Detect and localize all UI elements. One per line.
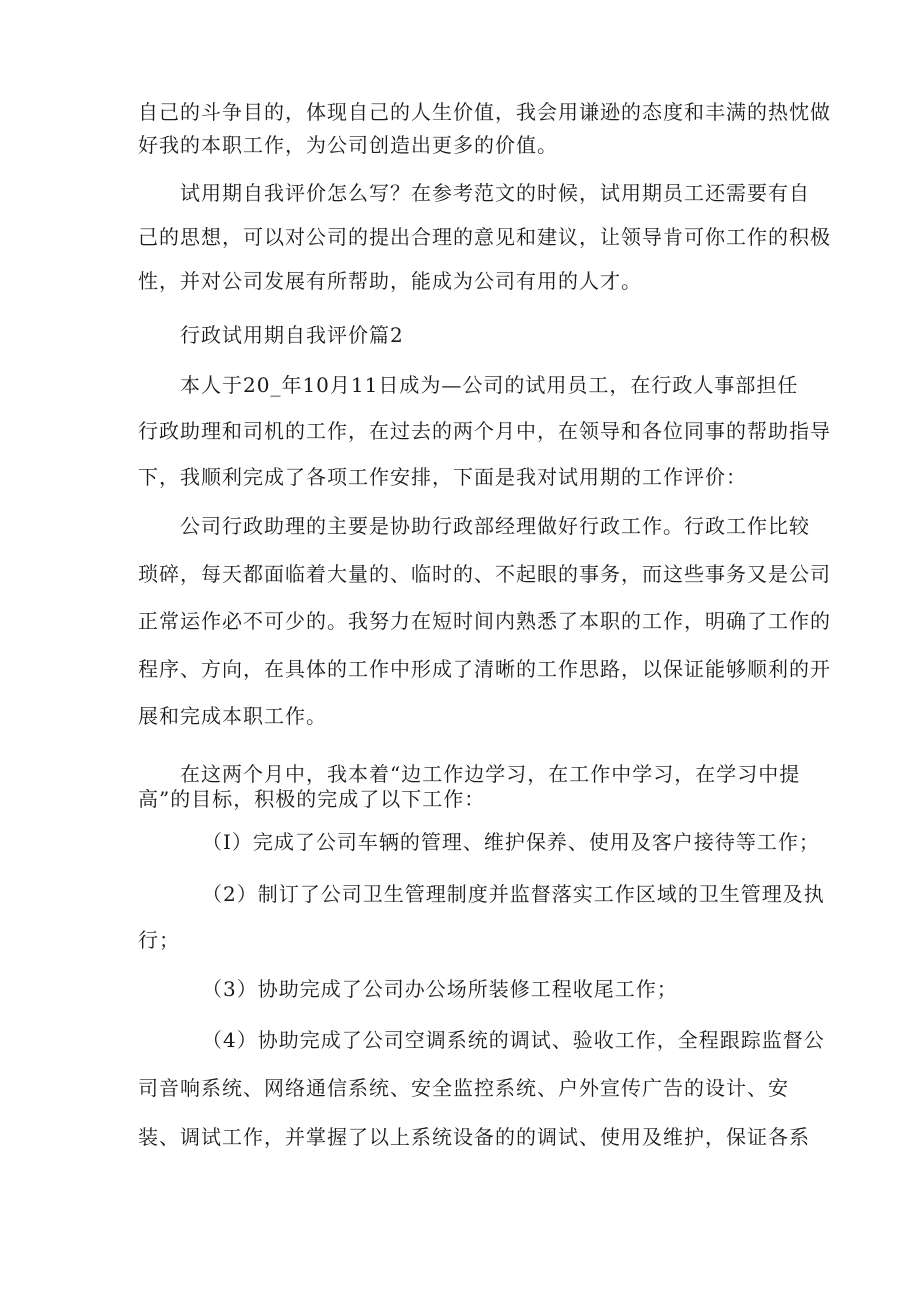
text-line: 性，并对公司发展有所帮助，能成为公司有用的人才。 [138,269,642,293]
text-line: 装、调试工作，并掌握了以上系统设备的的调试、使用及维护，保证各系 [138,1125,810,1149]
text-line: 行； [138,928,180,952]
text-line: 本人于20_年10月11日成为—公司的试用员工，在行政人事部担任 [180,373,799,397]
text-line: 司音响系统、网络通信系统、安全监控系统、户外宣传广告的设计、安 [138,1076,789,1100]
text-line: 琐碎，每天都面临着大量的、临时的、不起眼的事务，而这些事务又是公司 [138,562,831,586]
section-heading: 行政试用期自我评价篇2 [180,323,404,347]
list-item: （I）完成了公司车辆的管理、维护保养、使用及客户接待等工作； [202,830,820,854]
list-item: （3）协助完成了公司办公场所装修工程收尾工作； [202,977,678,1001]
text-line: 好我的本职工作，为公司创造出更多的价值。 [138,133,558,157]
text-line: 下，我顺利完成了各项工作安排，下面是我对试用期的工作评价： [138,465,747,489]
text-line: 展和完成本职工作。 [138,704,327,728]
text-line: 行政助理和司机的工作，在过去的两个月中，在领导和各位同事的帮助指导 [138,419,831,443]
text-line: 己的思想，可以对公司的提出合理的意见和建议，让领导肯可你工作的积极 [138,225,831,249]
text-line: 试用期自我评价怎么写？在参考范文的时候，试用期员工还需要有自 [180,181,810,205]
list-item: （2）制订了公司卫生管理制度并监督落实工作区域的卫生管理及执 [202,882,825,906]
text-line: 在这两个月中，我本着“边工作边学习，在工作中学习，在学习中提 [180,762,801,786]
text-line: 自己的斗争目的，体现自己的人生价值，我会用谦逊的态度和丰满的热忱做 [138,100,831,124]
list-item: （4）协助完成了公司空调系统的调试、验收工作，全程跟踪监督公 [202,1028,825,1052]
text-line: 正常运作必不可少的。我努力在短时间内熟悉了本职的工作，明确了工作的 [138,609,831,633]
text-line: 高”的目标，积极的完成了以下工作： [138,787,486,811]
text-line: 公司行政助理的主要是协助行政部经理做好行政工作。行政工作比较 [180,514,810,538]
text-line: 程序、方向，在具体的工作中形成了清晰的工作思路，以保证能够顺利的开 [138,657,831,681]
